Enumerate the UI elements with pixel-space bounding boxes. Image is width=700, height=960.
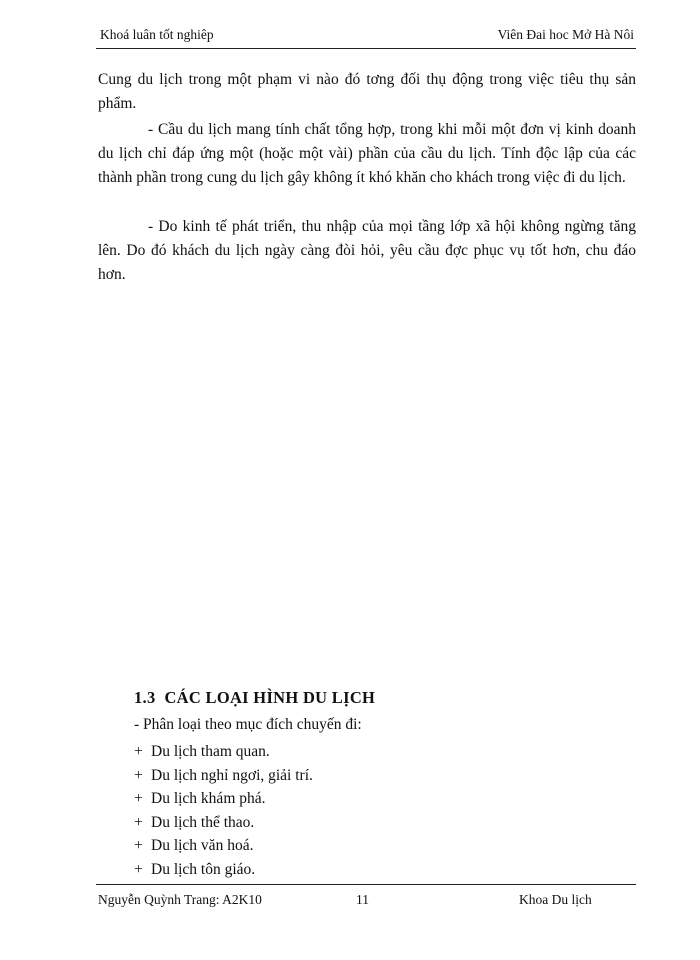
footer-department: Khoa Du lịch <box>519 892 592 907</box>
tourism-type-list <box>134 740 313 881</box>
section-number: 1.3 <box>134 688 156 707</box>
section-heading <box>134 688 375 708</box>
paragraph-text: - Cầu du lịch mang tính chất tổng hợp, trong khi mỗi một đơn vị kinh doanh du lịch chỉ đáp ứng một (hoặc một vài) phần của cầu du lịch. Tính độc lập của các thành phần trong cung du lịch gây không ít khó khăn cho khách trong việc đi du lịch. <box>98 121 636 186</box>
paragraph-text: - Do kinh tế phát triển, thu nhập của mọi tầng lớp xã hội không ngừng tăng lên. Do đó khách du lịch ngày càng đòi hỏi, yêu cầu đợc phục vụ tốt hơn, chu đáo hơn. <box>98 218 636 283</box>
plus-bullet: + <box>134 837 143 854</box>
list-item <box>134 764 313 788</box>
body-paragraph-3 <box>98 215 636 287</box>
list-item-text: Du lịch văn hoá. <box>151 837 254 854</box>
plus-bullet: + <box>134 743 143 760</box>
list-item-text: Du lịch tham quan. <box>151 743 270 760</box>
footer-divider <box>96 884 636 885</box>
plus-bullet: + <box>134 813 143 831</box>
list-item <box>134 858 313 882</box>
list-item-text: Du lịch khám phá. <box>151 790 266 807</box>
plus-bullet: + <box>134 860 143 878</box>
body-paragraph-1 <box>98 68 636 116</box>
list-item <box>134 740 313 764</box>
page-header <box>100 27 634 47</box>
footer-author: Nguyễn Quỳnh Trang: A2K10 <box>98 892 262 907</box>
paragraph-text: Cung du lịch trong một phạm vi nào đó tơng đối thụ động trong việc tiêu thụ sản phẩm. <box>98 71 636 112</box>
list-item-text: Du lịch thể thao. <box>151 813 255 831</box>
section-title: CÁC LOẠI HÌNH DU LỊCH <box>164 688 376 707</box>
list-item <box>134 834 313 858</box>
page-number: 11 <box>356 892 369 907</box>
header-thesis-label: Khoá luân tốt nghiêp <box>100 27 214 42</box>
list-item-text: Du lịch tôn giáo. <box>151 860 256 878</box>
header-institute-label: Viên Đai hoc Mở Hà Nôi <box>497 27 634 42</box>
list-item <box>134 787 313 811</box>
list-item <box>134 811 313 835</box>
section-subheading: - Phân loại theo mục đích chuyến đi: <box>134 716 362 733</box>
header-divider <box>96 48 636 49</box>
plus-bullet: + <box>134 766 143 784</box>
plus-bullet: + <box>134 790 143 807</box>
list-item-text: Du lịch nghỉ ngơi, giải trí. <box>151 766 313 784</box>
body-paragraph-2 <box>98 118 636 190</box>
